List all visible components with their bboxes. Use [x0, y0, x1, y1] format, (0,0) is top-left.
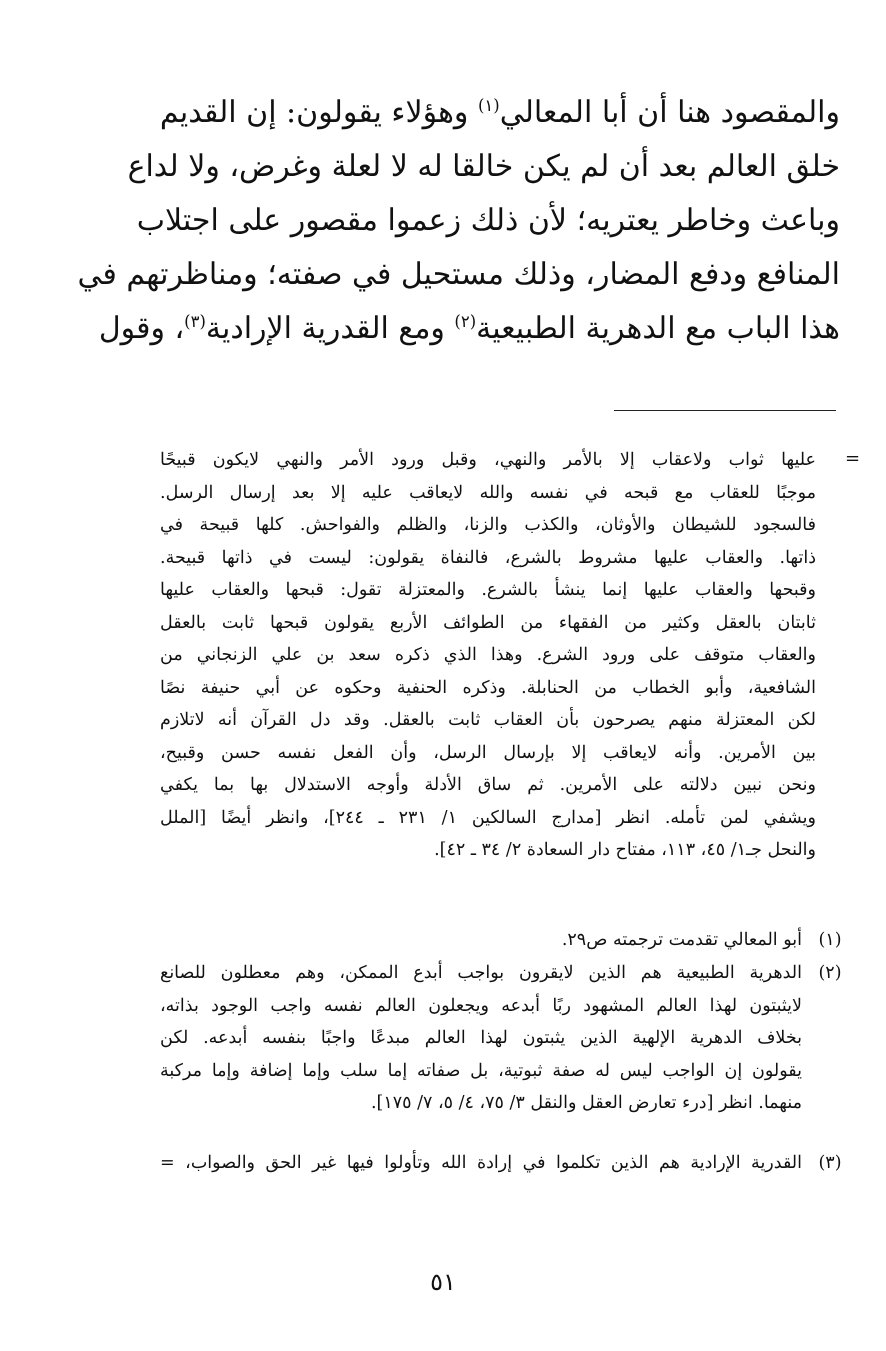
continued-note [160, 444, 816, 867]
footnote-line: لايثبتون لهذا العالم المشهود ربًا أبدعه ويجعلون العالم نفسه واجب الوجود بذاته، [160, 995, 802, 1016]
footnote-ref-2: (٢) [454, 312, 477, 331]
page-number: ٥١ [430, 1268, 456, 1296]
main-line-1-end: وهؤلاء يقولون: إن القديم [159, 95, 478, 130]
note-line: عليها ثواب ولاعقاب إلا بالأمر والنهي، وقبل ورود الأمر والنهي لايكون قبيحًا [160, 450, 816, 470]
main-line-1 [160, 86, 840, 140]
footnote-line: منهما. انظر [درء تعارض العقل والنقل ٣/ ٧٥، ٤/ ٥، ٧/ ١٧٥]. [370, 1093, 802, 1113]
footnote-line: بخلاف الدهرية الإلهية الذين يثبتون لهذا العالم مبدعًا واجبًا بنفسه أبدعه. لكن [160, 1028, 802, 1048]
main-line-4: المنافع ودفع المضار، وذلك مستحيل في صفته؛ ومناظرتهم في [77, 257, 840, 292]
main-line-5 [98, 302, 840, 356]
note-line: والعقاب متوقف على ورود الشرع. وهذا الذي ذكره سعد بن علي الزنجاني من [160, 645, 816, 665]
note-line: وقبحها والعقاب عليها إنما ينشأ بالشرع. والمعتزلة تقول: قبحها والعقاب عليها [160, 580, 816, 600]
note-line: ثابتان بالعقل وكثير من الفقهاء من الطوائف الأربع يقولون قبحها ثابت بالعقل [160, 612, 816, 633]
note-line: ويشفي لمن تأمله. انظر [مدارج السالكين ١/ ٢٣١ ـ ٢٤٤]، وانظر أيضًا [الملل [160, 807, 816, 828]
main-text [77, 86, 840, 356]
footnote-line: القدرية الإرادية هم الذين تكلموا في إرادة الله وتأولوا فيها غير الحق والصواب، = [160, 1153, 802, 1173]
main-line-1-start: والمقصود هنا أن أبا المعالي [499, 95, 840, 130]
footnote-line: يقولون إن الواجب ليس له صفة ثبوتية، بل صفاته إما سلب وإما إضافة وإما مركبة [160, 1060, 802, 1081]
footnote-1 [160, 924, 802, 957]
note-line: ونحن نبين دلالته على الأمرين. ثم ساق الأدلة وأوجه الاستدلال بها بما يكفي [160, 775, 816, 795]
footnote-line: أبو المعالي تقدمت ترجمته ص٢٩. [561, 930, 802, 950]
note-line: بين الأمرين. وأنه لايعاقب إلا بإرسال الرسل، وأن الفعل نفسه حسن وقبيح، [160, 742, 816, 763]
main-line-5-mid: ومع القدرية الإرادية [205, 311, 455, 346]
main-line-5-end: ، وقول [98, 311, 185, 346]
note-line: الشافعية، وأبو الخطاب من الحنابلة. وذكره الحنفية وحكوه عن أبي حنيفة نصًا [160, 677, 816, 698]
footnote-line: الدهرية الطبيعية هم الذين لايقرون بواجب أبدع الممكن، وهم معطلون للصانع [160, 963, 802, 983]
continuation-marker: = [845, 448, 861, 469]
note-line: موجبًا للعقاب مع قبحه في نفسه والله لايعاقب عليه إلا بعد إرسال الرسل. [160, 482, 816, 503]
footnote-ref-3: (٣) [184, 312, 206, 331]
main-line-3: وباعث وخاطر يعتريه؛ لأن ذلك زعموا مقصور على اجتلاب [136, 203, 840, 238]
note-line: ذاتها. والعقاب عليها مشروط بالشرع، فالنفاة يقولون: ليست في ذاتها قبيحة. [160, 547, 816, 568]
footnote-3-number: (٣) [818, 1153, 842, 1173]
footnote-3 [160, 1147, 802, 1180]
footnote-2 [160, 957, 802, 1120]
note-line: لكن المعتزلة منهم يصرحون بأن العقاب ثابت بالعقل. وقد دل القرآن أنه لاتلازم [160, 710, 816, 730]
note-line: فالسجود للشيطان والأوثان، والكذب والزنا، والظلم والفواحش. كلها قبيحة في [160, 515, 816, 535]
main-line-5-start: هذا الباب مع الدهرية الطبيعية [476, 311, 840, 346]
main-line-2: خلق العالم بعد أن لم يكن خالقا له لا لعلة وغرض، ولا لداع [127, 149, 840, 184]
footnote-2-number: (٢) [818, 963, 842, 983]
footnote-ref-1: (١) [477, 96, 500, 115]
footnote-1-number: (١) [818, 930, 842, 950]
footnote-separator [614, 410, 836, 411]
note-line: والنحل جـ١/ ٤٥، ١١٣، مفتاح دار السعادة ٢/ ٣٤ ـ ٤٢]. [434, 840, 816, 860]
